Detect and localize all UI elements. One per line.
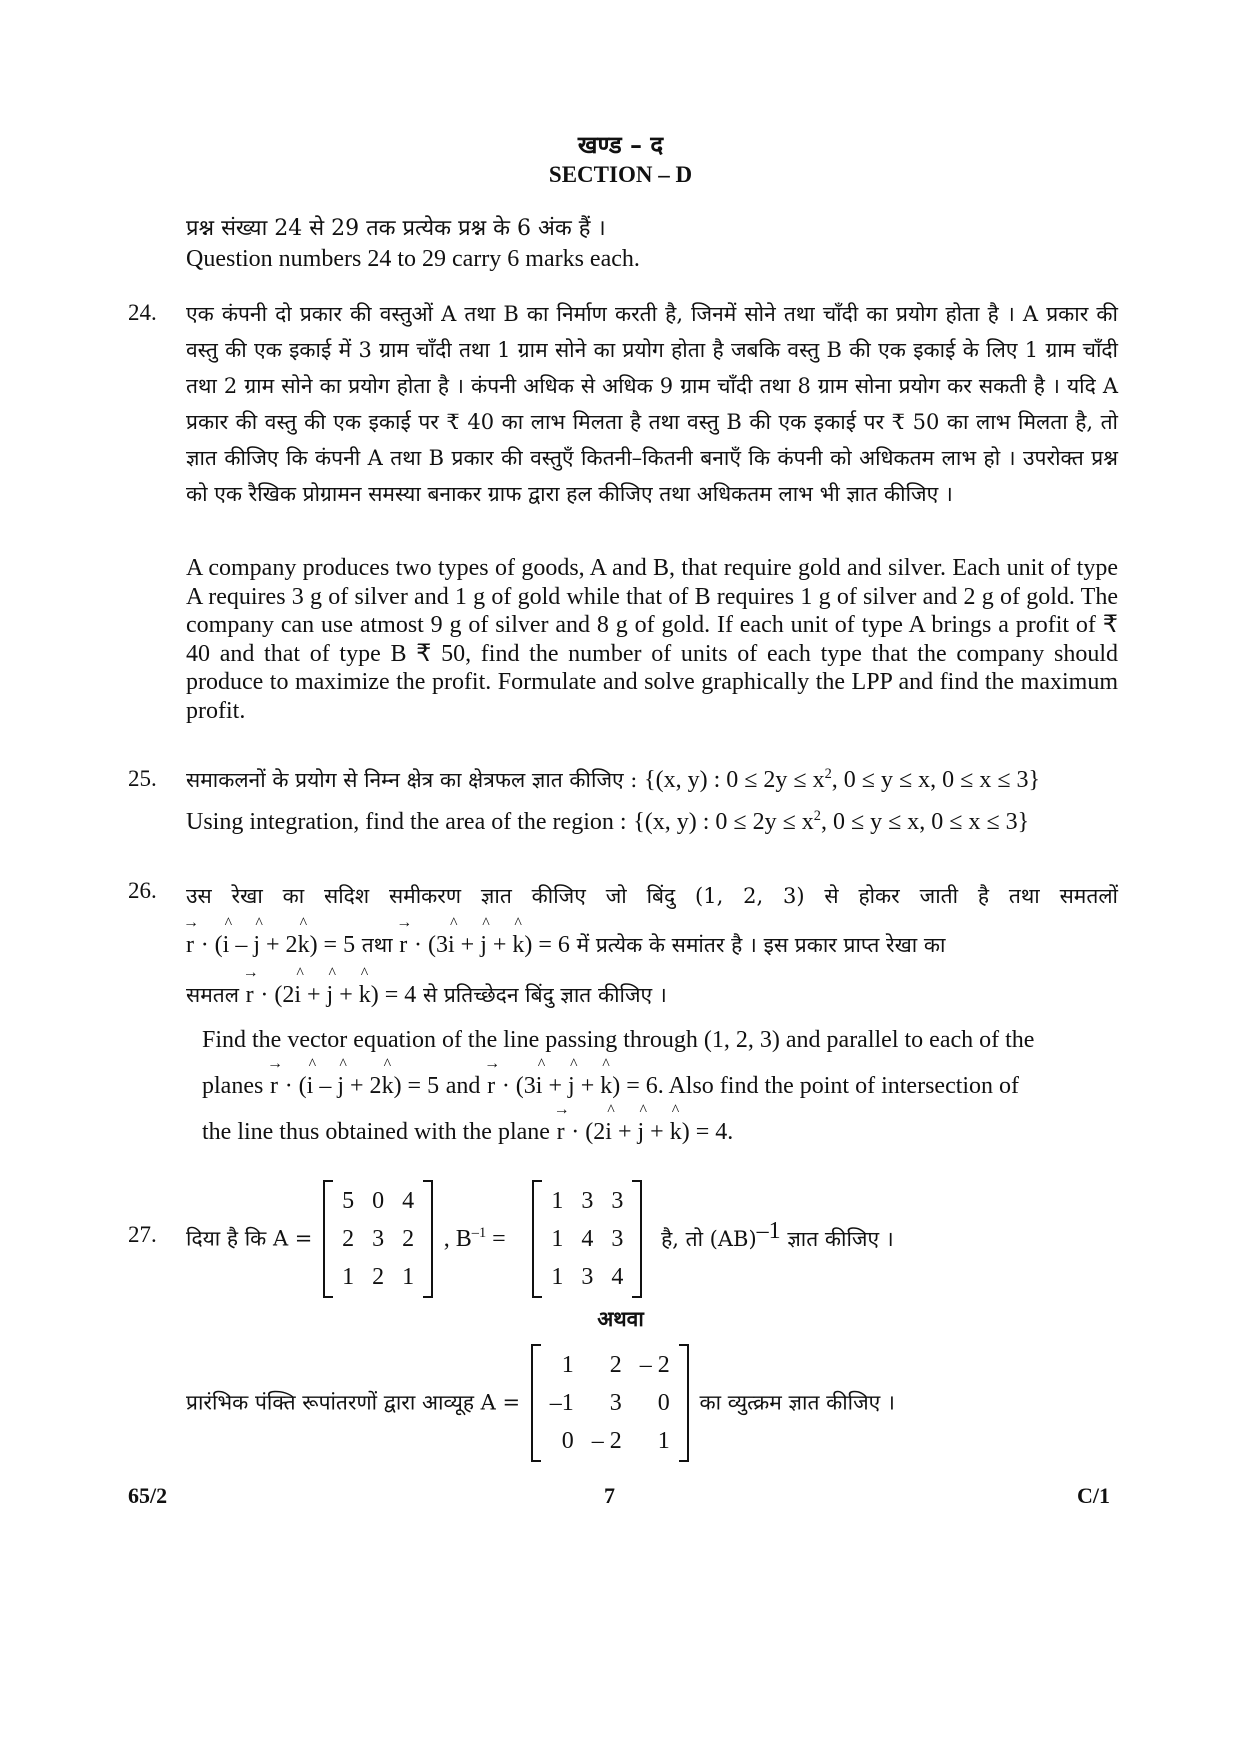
- matrix_A-cell: 5: [342, 1188, 355, 1214]
- matrix_A-row: [333, 1258, 423, 1296]
- matrix_alt-row: [541, 1346, 679, 1384]
- matrix_Binv-row: [542, 1182, 632, 1220]
- question-number: 27.: [128, 1222, 157, 1247]
- matrix_A-cell: 1: [342, 1264, 355, 1290]
- matrix_Binv-cell: 3: [581, 1264, 594, 1290]
- matrix_alt-cell: 0: [657, 1390, 670, 1416]
- vector-r: → r: [186, 933, 194, 957]
- matrix_A-cell: 2: [372, 1264, 385, 1290]
- matrix_A-row: [333, 1182, 423, 1220]
- question-26-hindi-line3: समतल → r · (2^ i + ^ j + ^ k) = 4 से प्रतिच्छेदन बिंदु ज्ञात कीजिए ।: [186, 983, 1118, 1007]
- matrix_A-cell: 0: [372, 1188, 385, 1214]
- footer-code: 65/2: [128, 1483, 168, 1508]
- question-number: 24.: [128, 300, 157, 325]
- footer-set: C/1: [1077, 1483, 1110, 1508]
- region-definition: {(x, y) : $0 \le 2y \le x^2$, 0 ≤ y ≤ x, 0 ≤ x ≤ 3}: [633, 808, 1030, 835]
- matrix_Binv-cell: 3: [611, 1188, 624, 1214]
- matrix_alt-cell: – 2: [639, 1352, 670, 1378]
- matrix_A-row: [333, 1220, 423, 1258]
- or-separator: अथवा: [597, 1306, 644, 1331]
- question-25-hindi-text: समाकलनों के प्रयोग से निम्न क्षेत्र का क्षेत्रफल ज्ञात कीजिए :: [186, 768, 638, 792]
- matrix_A-cell: 3: [372, 1226, 385, 1252]
- matrix_alt-cell: –1: [549, 1390, 574, 1416]
- question-25-english: [186, 810, 1118, 834]
- matrix_alt-cell: 1: [657, 1428, 670, 1454]
- matrix-alt-A: [531, 1344, 689, 1462]
- matrix_alt-row: [541, 1384, 679, 1422]
- matrix_A-cell: 2: [342, 1226, 355, 1252]
- matrix_Binv-cell: 1: [551, 1188, 564, 1214]
- question-26-english-line2: planes → r · (^ i – ^ j + 2^ k) = 5 and → r · (3^ i + ^ j + ^ k) = 6. Also find the point of intersection of: [202, 1074, 1134, 1098]
- matrix_Binv-cell: 3: [611, 1226, 624, 1252]
- matrix_A-cell: 1: [402, 1264, 415, 1290]
- region-definition: {(x, y) : $0 \le 2y \le x^2$, 0 ≤ y ≤ x, 0 ≤ x ≤ 3}: [644, 766, 1041, 793]
- question-number: 25.: [128, 766, 157, 791]
- question-26-hindi-line2: → r · (^ i – ^ j + 2^ k) = 5 तथा → r · (3^ i + ^ j + ^ k) = 6 में प्रत्येक के समांतर है । इस प्रकार प्राप्त रेखा का: [186, 933, 1118, 957]
- matrix_alt-cell: 2: [609, 1352, 622, 1378]
- matrix_Binv-cell: 1: [551, 1226, 564, 1252]
- question-26-english-line3: the line thus obtained with the plane → r · (2^ i + ^ j + ^ k) = 4.: [202, 1120, 1134, 1144]
- matrix_alt-cell: – 2: [591, 1428, 622, 1454]
- matrix_Binv-row: [542, 1258, 632, 1296]
- section-title-hindi: खण्ड – द: [577, 130, 664, 159]
- matrix_alt-row: [541, 1422, 679, 1460]
- intro-english: Question numbers 24 to 29 carry 6 marks each.: [186, 246, 640, 272]
- matrix-B-inverse: [532, 1180, 642, 1298]
- intro-hindi: प्रश्न संख्या 24 से 29 तक प्रत्येक प्रश्न के 6 अंक हैं ।: [186, 216, 606, 241]
- matrix_Binv-cell: 3: [581, 1188, 594, 1214]
- question-number: 26.: [128, 878, 157, 903]
- section-title-english: SECTION – D: [548, 162, 693, 187]
- question-25-english-text: Using integration, find the area of the region :: [186, 809, 627, 835]
- question-26-hindi-line1: उस रेखा का सदिश समीकरण ज्ञात कीजिए जो बिंदु (1, 2, 3) से होकर जाती है तथा समतलों: [186, 884, 1118, 908]
- matrix_Binv-row: [542, 1220, 632, 1258]
- question-27-alt-main: प्रारंभिक पंक्ति रूपांतरणों द्वारा आव्यूह A = 1 2 – 2 –1 3 0 0 – 2 1 का व्युत्क्रम ज्ञात कीजिए ।: [186, 1344, 1118, 1462]
- matrix-A: [323, 1180, 433, 1298]
- matrix_A-cell: 2: [402, 1226, 415, 1252]
- question-27-main: दिया है कि A = 5 0 4 2 3 2 1 2 1 , $B^{-1}$ = 1 3 3 1 4 3 1 3 4 है, तो (AB)$^{-1}$ ज्ञात कीजिए ।: [186, 1180, 1118, 1298]
- question-25-hindi: [186, 768, 1118, 792]
- question-26-english-line1: Find the vector equation of the line passing through (1, 2, 3) and parallel to each of the: [202, 1027, 1035, 1053]
- question-24-hindi: एक कंपनी दो प्रकार की वस्तुओं A तथा B का निर्माण करती है, जिनमें सोने तथा चाँदी का प्रयोग होता है । A प्रकार की वस्तु की एक इकाई में 3 ग्राम चाँदी तथा 1 ग्राम सोने का प्रयोग होता है जबकि वस्तु B की एक इकाई के लिए 1 ग्राम चाँदी तथा 2 ग्राम सोने का प्रयोग होता है । कंपनी अधिक से अधिक 9 ग्राम चाँदी तथा 8 ग्राम सोना प्रयोग कर सकती है । यदि A प्रकार की वस्तु की एक इकाई पर ₹ 40 का लाभ मिलता है तथा वस्तु B की एक इकाई पर ₹ 50 का लाभ मिलता है, तो ज्ञात कीजिए कि कंपनी A तथा B प्रकार की वस्तुएँ कितनी–कितनी बनाएँ कि कंपनी को अधिकतम लाभ हो । उपरोक्त प्रश्न को एक रैखिक प्रोग्रामन समस्या बनाकर ग्राफ द्वारा हल कीजिए तथा अधिकतम लाभ भी ज्ञात कीजिए ।: [186, 302, 1118, 506]
- matrix_alt-cell: 0: [561, 1428, 574, 1454]
- matrix_A-cell: 4: [402, 1188, 415, 1214]
- matrix_Binv-cell: 4: [611, 1264, 624, 1290]
- matrix_Binv-cell: 1: [551, 1264, 564, 1290]
- matrix_alt-cell: 1: [561, 1352, 574, 1378]
- matrix_alt-cell: 3: [609, 1390, 622, 1416]
- question-24-english: A company produces two types of goods, A and B, that require gold and silver. Each unit of type A requires 3 g of silver and 1 g of gold while that of B requires 1 g of silver and 2 g of gold. The company can use atmost 9 g of silver and 8 g of gold. If each unit of type A brings a profit of ₹ 40 and that of type B ₹ 50, find the number of units of each type that the company should produce to maximize the profit. Formulate and solve graphically the LPP and find the maximum profit.: [186, 555, 1118, 724]
- page-number: 7: [604, 1483, 615, 1508]
- matrix_Binv-cell: 4: [581, 1226, 594, 1252]
